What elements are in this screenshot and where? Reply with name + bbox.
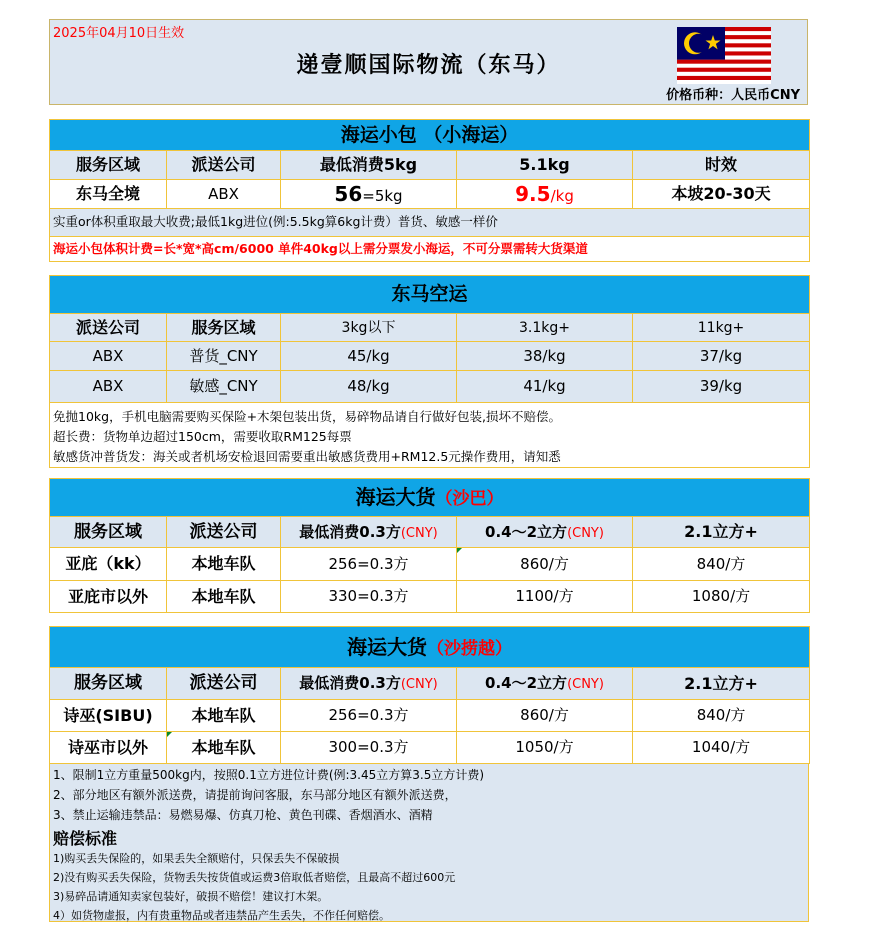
max-cell: 840/方 (633, 548, 810, 581)
rate-unit: /kg (550, 187, 574, 205)
col-header-max: 2.1立方+ (633, 668, 810, 700)
company-cell: ABX (167, 180, 281, 209)
rate-value: 9.5 (515, 182, 551, 206)
small-sea-title: 海运小包 （小海运） (50, 120, 810, 151)
note-1: 1、限制1立方重量500kg内，按照0.1立方进位计费(例:3.45立方算3.5立方计费) (53, 768, 485, 782)
notes-panel (49, 763, 809, 922)
page-title: 递壹顺国际物流（东马） (296, 53, 561, 78)
col-header-mid-text: 0.4～2立方 (485, 674, 568, 692)
col-header-min (281, 517, 457, 548)
area-cell: 东马全境 (50, 180, 167, 209)
col-header-min-text: 最低消费0.3方 (299, 522, 401, 541)
sea-sarawak-table (49, 626, 810, 764)
table-row (50, 732, 810, 764)
col-header-company: 派送公司 (167, 668, 281, 700)
min-cell: 256=0.3方 (281, 700, 457, 732)
price-cell: 41/kg (457, 371, 633, 403)
cny-label: (CNY) (400, 677, 438, 692)
sea-sabah-title-text: 海运大货 (355, 485, 436, 509)
min-value: 56 (334, 182, 363, 206)
air-note-2: 超长费：货物单边超过150cm，需要收取RM125每票 (53, 429, 352, 444)
max-cell: 1080/方 (633, 581, 810, 613)
header-panel (49, 19, 808, 105)
note-2: 2、部分地区有额外派送费，请提前询问客服，东马部分地区有额外派送费， (53, 788, 457, 802)
sea-sabah-region: （沙巴） (435, 489, 504, 509)
table-row (50, 548, 810, 581)
company-cell: 本地车队 (167, 548, 281, 581)
compensation-item-4: 4）如货物虚报，内有贵重物品或者违禁品产生丢失，不作任何赔偿。 (53, 909, 390, 922)
sea-sarawak-title (50, 627, 810, 668)
col-header-area: 服务区域 (50, 151, 167, 180)
col-header-min-text: 最低消费0.3方 (299, 674, 401, 692)
compensation-item-1: 1)购买丢失保险的，如果丢失全额赔付，只保丢失不保破损 (53, 852, 340, 865)
small-sea-note-1: 实重or体积重取最大收费;最低1kg进位(例:5.5kg算6kg计费）普货、敏感一样价 (50, 209, 810, 237)
col-header-mid (457, 668, 633, 700)
sea-sarawak-region: （沙捞越） (427, 638, 513, 659)
currency-label: 价格币种：人民币CNY (666, 88, 800, 103)
table-row (50, 700, 810, 732)
area-cell: 诗巫市以外 (50, 732, 167, 764)
sea-sarawak-title-text: 海运大货 (347, 634, 428, 659)
table-row (50, 581, 810, 613)
mid-cell: 1100/方 (457, 581, 633, 613)
table-row (50, 371, 810, 403)
rate-cell (457, 180, 633, 209)
min-cell: 256=0.3方 (281, 548, 457, 581)
min-cell: 300=0.3方 (281, 732, 457, 764)
cny-label: (CNY) (400, 525, 438, 541)
col-header-rate: 5.1kg (457, 151, 633, 180)
max-cell: 840/方 (633, 700, 810, 732)
col-header-max: 2.1立方+ (633, 517, 810, 548)
company-cell: 本地车队 (167, 700, 281, 732)
mid-cell: 860/方 (457, 548, 633, 581)
malaysia-flag-icon (677, 27, 771, 84)
cny-label: (CNY) (567, 677, 604, 692)
col-header-company: 派送公司 (167, 517, 281, 548)
area-cell: 敏感_CNY (167, 371, 281, 403)
company-cell: ABX (50, 371, 167, 403)
price-cell: 38/kg (457, 342, 633, 371)
col-header-tier1: 3kg以下 (281, 314, 457, 342)
col-header-area: 服务区域 (50, 517, 167, 548)
company-cell: ABX (50, 342, 167, 371)
col-header-company: 派送公司 (167, 151, 281, 180)
min-unit: =5kg (362, 187, 403, 205)
col-header-time: 时效 (633, 151, 810, 180)
sea-sabah-title (50, 479, 810, 517)
compensation-item-3: 3)易碎品请通知卖家包装好，破损不赔偿！建议打木架。 (53, 890, 329, 903)
col-header-mid (457, 517, 633, 548)
col-header-area: 服务区域 (167, 314, 281, 342)
air-notes (50, 403, 810, 468)
min-cell (281, 180, 457, 209)
price-cell: 37/kg (633, 342, 810, 371)
col-header-area: 服务区域 (50, 668, 167, 700)
company-cell: 本地车队 (167, 581, 281, 613)
air-table (49, 275, 810, 468)
small-sea-note-2: 海运小包体积计费=长*宽*高cm/6000 单件40kg以上需分票发小海运，不可分票需转大货渠道 (50, 237, 810, 262)
compensation-title: 赔偿标准 (53, 829, 118, 848)
col-header-mid-text: 0.4～2立方 (485, 522, 568, 541)
air-note-3: 敏感货冲普货发：海关或者机场安检退回需要重出敏感货费用+RM12.5元操作费用，请知悉 (53, 449, 561, 464)
area-cell: 普货_CNY (167, 342, 281, 371)
price-cell: 45/kg (281, 342, 457, 371)
company-cell: 本地车队 (167, 732, 281, 764)
area-cell: 诗巫(SIBU) (50, 700, 167, 732)
col-header-min (281, 668, 457, 700)
min-cell: 330=0.3方 (281, 581, 457, 613)
air-title: 东马空运 (50, 276, 810, 314)
note-3: 3、禁止运输违禁品：易燃易爆、仿真刀枪、黄色刊碟、香烟酒水、酒精 (53, 808, 433, 822)
cny-label: (CNY) (567, 525, 604, 541)
price-cell: 48/kg (281, 371, 457, 403)
area-cell: 亚庇市以外 (50, 581, 167, 613)
max-cell: 1040/方 (633, 732, 810, 764)
area-cell: 亚庇（kk） (50, 548, 167, 581)
col-header-tier3: 11kg+ (633, 314, 810, 342)
compensation-item-2: 2)没有购买丢失保险，货物丢失按货值或运费3倍取低者赔偿，且最高不超过600元 (53, 871, 456, 884)
mid-cell: 860/方 (457, 700, 633, 732)
price-cell: 39/kg (633, 371, 810, 403)
table-row (50, 342, 810, 371)
small-sea-table (49, 119, 810, 262)
col-header-tier2: 3.1kg+ (457, 314, 633, 342)
time-cell: 本坡20-30天 (633, 180, 810, 209)
col-header-min: 最低消费5kg (281, 151, 457, 180)
table-row (50, 180, 810, 209)
sea-sabah-table (49, 478, 810, 613)
effective-date: 2025年04月10日生效 (53, 26, 185, 41)
mid-cell: 1050/方 (457, 732, 633, 764)
air-note-1: 免抛10kg，手机电脑需要购买保险+木架包装出货，易碎物品请自行做好包装,损坏不赔偿。 (53, 409, 562, 424)
col-header-company: 派送公司 (50, 314, 167, 342)
